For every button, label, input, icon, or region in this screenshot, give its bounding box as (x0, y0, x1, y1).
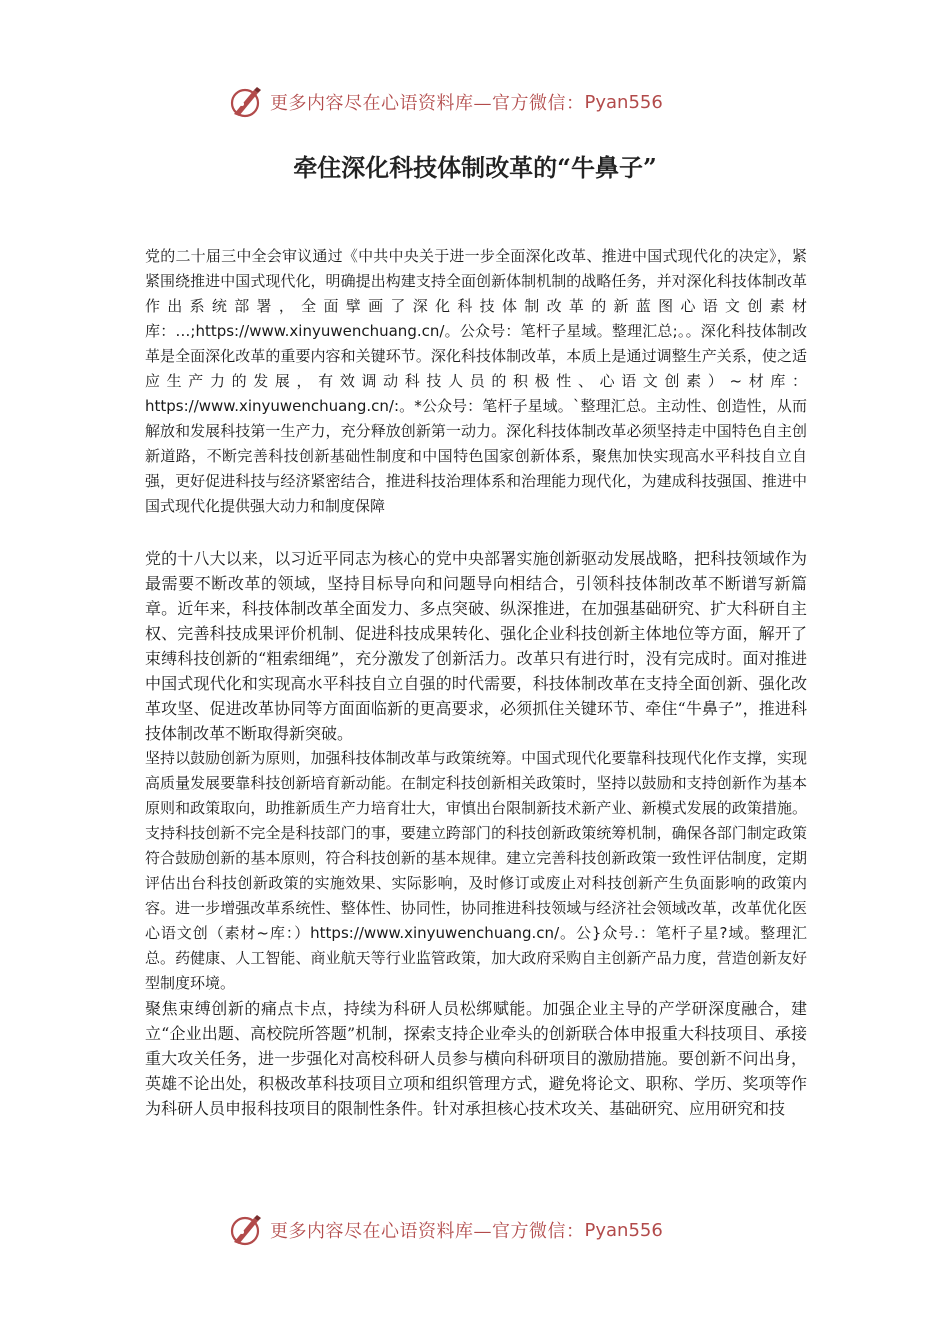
paragraph-background: 党的十八大以来，以习近平同志为核心的党中央部署实施创新驱动发展战略，把科技领域作为最需要不断改革的领域，坚持目标导向和问题导向相结合，引领科技体制改革不断谱写新篇章。近年来，科技体制改革全面发力、多点突破、纵深推进，在加强基础研究、扩大科研自主权、完善科技成果评价机制、促进科技成果转化、强化企业科技创新主体地位等方面，解开了束缚科技创新的“粗索细绳”，充分激发了创新活力。改革只有进行时，没有完成时。面对推进中国式现代化和实现高水平科技自立自强的时代需要，科技体制改革在支持全面创新、强化改革攻坚、促进改革协同等方面面临新的更高要求，必须抓住关键环节、牵住“牛鼻子”，推进科技体制改革不断取得新突破。 (145, 549, 807, 743)
banner-text: 更多内容尽在心语资料库—官方微信： (270, 93, 585, 114)
watermark-banner-top (228, 84, 728, 120)
pen-logo-icon (228, 1212, 264, 1248)
watermark-banner-bottom (228, 1212, 728, 1248)
page-title: 牵住深化科技体制改革的“牛鼻子” (293, 153, 657, 182)
paragraph-researchers: 聚焦束缚创新的痛点卡点，持续为科研人员松绑赋能。加强企业主导的产学研深度融合，建立“企业出题、高校院所答题”机制，探索支持企业牵头的创新联合体申报重大科技项目、承接重大攻关任务，进一步强化对高校科研人员参与横向科研项目的激励措施。要创新不问出身，英雄不论出处，积极改革科技项目立项和组织管理方式，避免将论文、职称、学历、奖项等作为科研人员申报科技项目的限制性条件。针对承担核心技术攻关、基础研究、应用研究和技 (145, 999, 807, 1118)
paragraph-intro: 党的二十届三中全会审议通过《中共中央关于进一步全面深化改革、推进中国式现代化的决定》，紧紧围绕推进中国式现代化，明确提出构建支持全面创新体制机制的战略任务，并对深化科技体制改革作出系统部署，全面擘画了深化科技体制改革的新蓝图心语文创素材库：…;https://www.xinyuwenchuang.cn/。公众号：笔杆子星域。整理汇总;。。深化科技体制改革是全面深化改革的重要内容和关键环节。深化科技体制改革，本质上是通过调整生产关系，使之适应生产力的发展，有效调动科技人员的积极性、心语文创素）~材库：https://www.xinyuwenchuang.cn/:。*公众号：笔杆子星域。`整理汇总。主动性、创造性，从而解放和发展科技第一生产力，充分释放创新第一动力。深化科技体制改革必须坚持走中国特色自主创新道路，不断完善科技创新基础性制度和中国特色国家创新体系，聚焦加快实现高水平科技自立自强，更好促进科技与经济紧密结合，推进科技治理体系和治理能力现代化，为建成科技强国、推进中国式现代化提供强大动力和制度保障 (145, 247, 807, 515)
article-body (145, 244, 807, 1121)
banner-wechat-id: Pyan556 (584, 91, 663, 113)
pen-logo-icon (228, 84, 264, 120)
banner-wechat-id: Pyan556 (584, 1219, 663, 1241)
paragraph-policy: 坚持以鼓励创新为原则，加强科技体制改革与政策统筹。中国式现代化要靠科技现代化作支撑，实现高质量发展要靠科技创新培育新动能。在制定科技创新相关政策时，坚持以鼓励和支持创新作为基本原则和政策取向，助推新质生产力培育壮大，审慎出台限制新技术新产业、新模式发展的政策措施。支持科技创新不完全是科技部门的事，要建立跨部门的科技创新政策统筹机制，确保各部门制定政策符合鼓励创新的基本原则，符合科技创新的基本规律。建立完善科技创新政策一致性评估制度，定期评估出台科技创新政策的实施效果、实际影响，及时修订或废止对科技创新产生负面影响的政策内容。进一步增强改革系统性、整体性、协同性，协同推进科技领域与经济社会领域改革，改革优化医心语文创（素材~库：）https://www.xinyuwenchuang.cn/。公}众号.：笔杆子星?域。整理汇总。药健康、人工智能、商业航天等行业监管政策，加大政府采购自主创新产品力度，营造创新友好型制度环境。 (145, 749, 807, 992)
banner-text: 更多内容尽在心语资料库—官方微信： (270, 1221, 585, 1242)
